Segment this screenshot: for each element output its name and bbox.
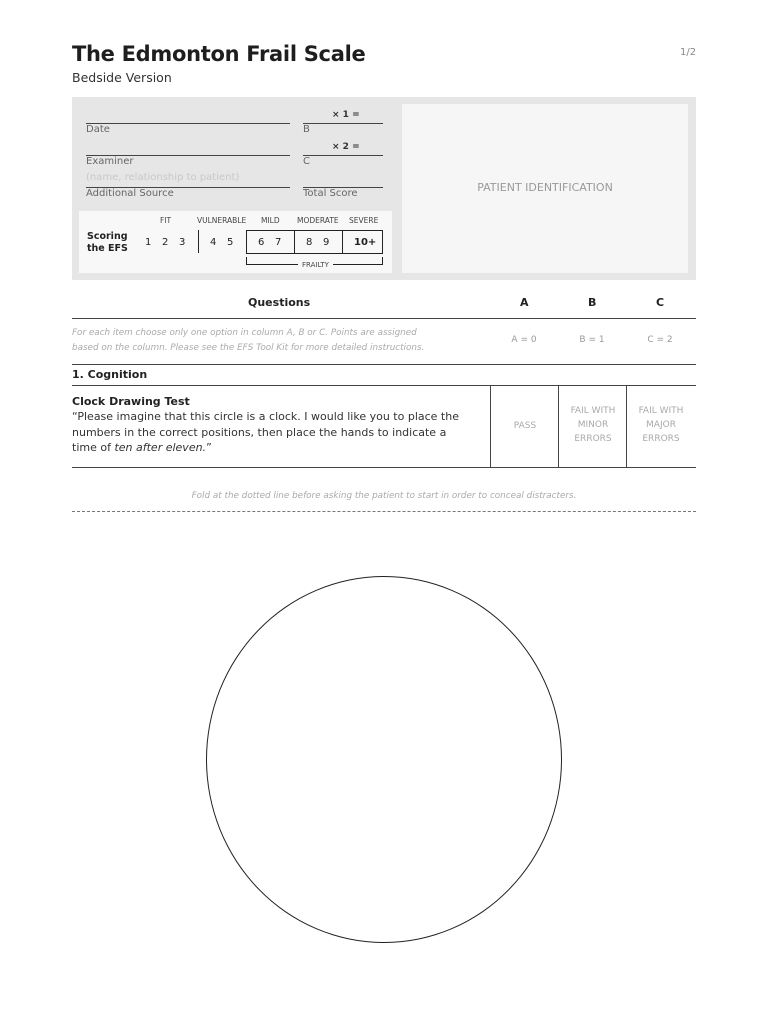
option-b-line3: ERRORS: [574, 434, 612, 444]
instructions-line1: For each item choose only one option in column A, B or C. Points are assigned: [72, 328, 417, 338]
score-2: 2: [162, 237, 169, 248]
question-line2: numbers in the correct positions, then place the hands to indicate a: [72, 425, 447, 439]
table-divider-bottom: [72, 467, 696, 468]
scoring-label-line2: the EFS: [87, 243, 128, 254]
option-b-line2: MINOR: [577, 420, 609, 430]
b-label: B: [303, 124, 310, 135]
score-6: 6: [258, 237, 265, 248]
scoring-label: [87, 231, 128, 255]
additional-source-label: Additional Source: [86, 188, 174, 199]
c-score-field[interactable]: [303, 155, 383, 156]
scoring-separator: [198, 230, 199, 253]
table-divider-header: [72, 318, 696, 319]
option-b-minor-errors[interactable]: [559, 404, 627, 446]
score-9: 9: [323, 237, 330, 248]
option-c-major-errors[interactable]: [627, 404, 695, 446]
option-c-line3: ERRORS: [642, 434, 680, 444]
b-score-field[interactable]: [303, 123, 383, 124]
scoring-label-line1: Scoring: [87, 231, 128, 242]
question-line3-suffix: ”: [206, 441, 212, 454]
c-label: C: [303, 156, 310, 167]
form-subtitle: Bedside Version: [72, 70, 172, 85]
column-header-questions: Questions: [248, 296, 311, 309]
scoring-category-severe: SEVERE: [349, 216, 379, 225]
score-8: 8: [306, 237, 313, 248]
score-10-plus: 10+: [354, 237, 377, 248]
patient-identification-box[interactable]: [402, 104, 688, 273]
question-line3: [72, 440, 472, 456]
frailty-label: FRAILTY: [298, 261, 333, 269]
question-line3-prefix: time of: [72, 441, 115, 454]
form-title: The Edmonton Frail Scale: [72, 42, 366, 66]
patient-identification-label: PATIENT IDENTIFICATION: [477, 181, 613, 194]
points-a: A = 0: [511, 335, 537, 345]
scoring-category-moderate: MODERATE: [297, 216, 339, 225]
question-title: Clock Drawing Test: [72, 395, 190, 408]
scoring-category-fit: FIT: [160, 216, 172, 225]
option-b-line1: FAIL WITH: [570, 406, 616, 416]
section-title-cognition: 1. Cognition: [72, 368, 148, 381]
fold-instruction: Fold at the dotted line before asking the patient to start in order to conceal distracters.: [191, 491, 577, 501]
moderate-box: [294, 230, 343, 254]
instructions-line2: based on the column. Please see the EFS Tool Kit for more detailed instructions.: [72, 343, 425, 353]
column-header-c: C: [656, 296, 665, 309]
column-header-a: A: [520, 296, 529, 309]
option-c-line2: MAJOR: [646, 420, 676, 430]
instructions-text: [72, 326, 452, 356]
score-7: 7: [275, 237, 282, 248]
table-divider-section: [72, 385, 696, 386]
total-score-label: Total Score: [303, 188, 358, 199]
examiner-label: Examiner: [86, 156, 134, 167]
table-divider-instructions: [72, 364, 696, 365]
option-c-line1: FAIL WITH: [638, 406, 684, 416]
mild-box: [246, 230, 295, 254]
score-4: 4: [210, 237, 217, 248]
question-text: [72, 409, 472, 456]
scoring-panel: [79, 211, 392, 273]
column-header-b: B: [588, 296, 597, 309]
points-b: B = 1: [579, 335, 605, 345]
b-multiplier: × 1 =: [332, 110, 360, 120]
scoring-category-mild: MILD: [261, 216, 280, 225]
score-5: 5: [227, 237, 234, 248]
form-fields-panel: [79, 104, 392, 205]
clock-drawing-circle[interactable]: [206, 576, 562, 943]
examiner-placeholder: (name, relationship to patient): [86, 172, 240, 183]
question-line3-emphasis: ten after eleven.: [114, 441, 207, 454]
date-field[interactable]: [86, 123, 290, 124]
fold-line: [72, 511, 696, 512]
c-multiplier: × 2 =: [332, 142, 360, 152]
scoring-category-vulnerable: VULNERABLE: [197, 216, 247, 225]
date-label: Date: [86, 124, 110, 135]
score-1: 1: [145, 237, 152, 248]
option-a-pass[interactable]: PASS: [513, 421, 537, 431]
points-c: C = 2: [647, 335, 673, 345]
page-number: 1/2: [680, 47, 697, 58]
score-3: 3: [179, 237, 186, 248]
question-line1: “Please imagine that this circle is a clock. I would like you to place the: [72, 410, 459, 423]
